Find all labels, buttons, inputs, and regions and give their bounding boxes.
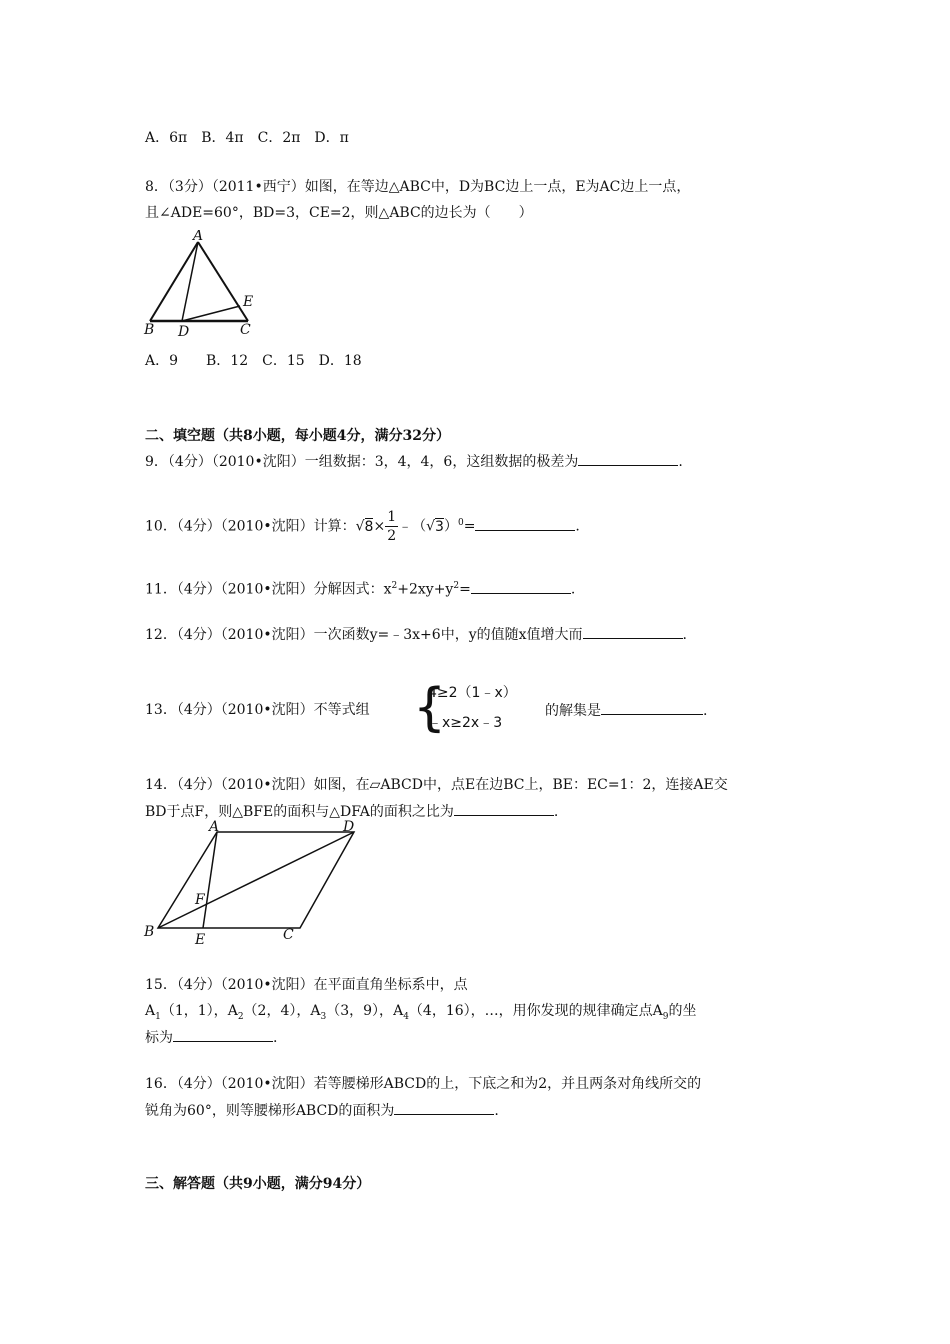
q13-tail	[545, 700, 707, 721]
q15-point-2-value: （2，4），	[243, 1003, 311, 1019]
q15-tail-sub: 9	[662, 1011, 669, 1022]
q10-fraction-num: 1	[387, 509, 397, 526]
q14-label-c: C	[283, 927, 294, 943]
q15-point-1-value: （1，1），	[160, 1003, 228, 1019]
q15-answer-blank[interactable]	[173, 1027, 273, 1042]
q15-point-3-value: （3，9），	[326, 1003, 394, 1019]
q14-line2-text: BD于点F，则△BFE的面积与△DFA的面积之比为	[145, 804, 454, 820]
q12	[145, 624, 687, 645]
q10-fraction	[385, 508, 398, 545]
q10-end: .	[575, 518, 580, 535]
q8-line2: 且∠ADE=60°，BD=3，CE=2，则△ABC的边长为（ ）	[145, 205, 533, 221]
q10-close: ）	[443, 518, 458, 535]
q11-exp-x: 2	[391, 581, 398, 591]
q12-text: 12．（4分）（2010•沈阳）一次函数y=﹣3x+6中，y的值随x值增大而	[145, 627, 583, 643]
q11-exp-y: 2	[453, 581, 460, 591]
brace-icon: {	[413, 678, 447, 738]
q15-point-1-sub: 1	[155, 1011, 161, 1022]
q15-point-3-sub: 3	[320, 1011, 327, 1022]
q14-end: .	[553, 804, 559, 820]
q10-radicand-3: 3	[435, 518, 444, 535]
q8-label-e: E	[243, 294, 254, 310]
q16-line2-text: 锐角为60°，则等腰梯形ABCD的面积为	[145, 1103, 395, 1119]
q11-answer-blank[interactable]	[471, 579, 571, 594]
q11-end: .	[570, 581, 576, 598]
q13-inequality-1: 4≥2（1﹣x）	[428, 685, 517, 701]
q13-prefix: 13．（4分）（2010•沈阳）不等式组	[145, 702, 370, 718]
q10-exponent: 0	[457, 518, 464, 528]
q15-point-3-name: A	[310, 1003, 321, 1019]
q15-point-4-name: A	[393, 1003, 404, 1019]
q11	[145, 576, 575, 600]
q16-line2	[145, 1100, 499, 1121]
q8-label-c: C	[240, 322, 251, 338]
q14-label-b: B	[144, 924, 155, 940]
q16-answer-blank[interactable]	[394, 1100, 494, 1115]
q14-label-a: A	[209, 819, 220, 835]
q15-point-4-sub: 4	[403, 1011, 409, 1022]
q15-end: .	[273, 1030, 278, 1046]
q13-inequality-2: ﹣x≥2x﹣3	[428, 715, 503, 731]
q8-line1: 8．（3分）（2011•西宁）如图，在等边△ABC中，D为BC边上一点，E为AC边上一点，	[145, 179, 691, 195]
q8-options: A．9 B．12 C．15 D．18	[145, 353, 362, 369]
q14-answer-blank[interactable]	[454, 801, 554, 816]
q10-radicand-8: 8	[364, 518, 374, 535]
q13-end: .	[703, 703, 708, 719]
q15-line3-text: 标为	[145, 1030, 173, 1046]
q13-suffix: 的解集是	[545, 703, 601, 719]
q10-minus: ﹣（	[398, 518, 427, 535]
q16-line1: 16．（4分）（2010•沈阳）若等腰梯形ABCD的上，下底之和为2，并且两条对角线所交的	[145, 1076, 702, 1092]
q8-label-a: A	[193, 230, 204, 244]
q14-label-e: E	[195, 932, 206, 946]
q15-tail: …，用你发现的规律确定点A	[484, 1003, 663, 1019]
q11-x: x	[383, 581, 392, 598]
q15-line2	[145, 1001, 697, 1027]
q16-end: .	[494, 1103, 499, 1119]
q10-fraction-den: 2	[387, 528, 397, 545]
q12-answer-blank[interactable]	[583, 624, 683, 639]
q11-mid: +2xy+y	[397, 581, 454, 598]
q9-answer-blank[interactable]	[578, 451, 678, 466]
q14-parallelogram-figure	[140, 818, 370, 946]
q15-point-4-value: （4，16），	[408, 1003, 485, 1019]
q10	[145, 503, 580, 547]
section2-title: 二、填空题（共8小题，每小题4分，满分32分）	[145, 428, 450, 444]
q10-times: ×	[373, 518, 386, 535]
q15-point-2-name: A	[227, 1003, 238, 1019]
q14-label-d: D	[343, 819, 355, 835]
q8-label-b: B	[144, 322, 155, 338]
q12-end: .	[682, 627, 687, 643]
q15-tail-end: 的坐	[668, 1003, 697, 1019]
q8-label-d: D	[178, 324, 190, 340]
q15-point-1-name: A	[145, 1003, 156, 1019]
sqrt-icon: √	[426, 518, 436, 535]
q10-answer-blank[interactable]	[475, 516, 575, 531]
q10-prefix: 10．（4分）（2010•沈阳）计算：	[145, 518, 356, 535]
q9-text: 9．（4分）（2010•沈阳）一组数据：3，4，4，6，这组数据的极差为	[145, 454, 579, 470]
q14-line1: 14．（4分）（2010•沈阳）如图，在▱ABCD中，点E在边BC上，BE：EC=1：2，连接AE交	[145, 777, 728, 793]
q15-line1: 15．（4分）（2010•沈阳）在平面直角坐标系中，点	[145, 977, 468, 993]
q7-options: A．6π B．4π C．2π D．π	[145, 130, 349, 146]
q8-triangle-figure	[140, 230, 270, 340]
sqrt-icon: √	[355, 518, 365, 535]
q15-line3	[145, 1027, 277, 1048]
q15-point-2-sub: 2	[237, 1011, 244, 1022]
q13-answer-blank[interactable]	[601, 700, 703, 715]
section3-title: 三、解答题（共9小题，满分94分）	[145, 1176, 371, 1192]
q9-end: .	[678, 454, 683, 470]
q11-eq: =	[459, 581, 471, 598]
q11-prefix: 11．（4分）（2010•沈阳）分解因式：	[145, 581, 384, 598]
q14-label-f: F	[195, 892, 205, 908]
q9	[145, 451, 683, 472]
q10-eq: =	[463, 518, 476, 535]
